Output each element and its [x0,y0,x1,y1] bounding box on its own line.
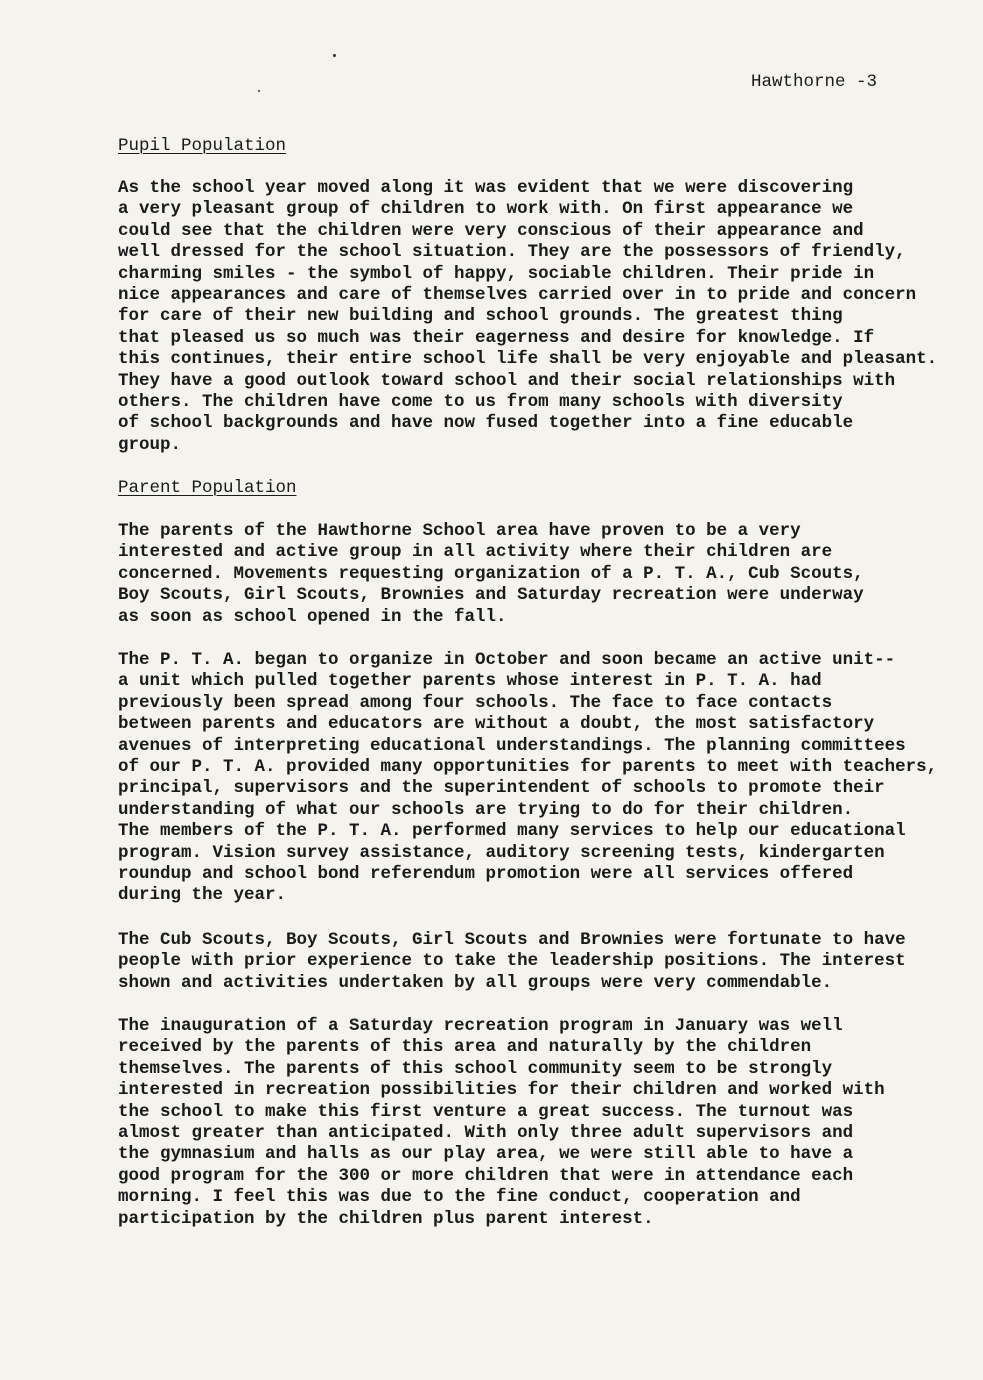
text-line: The Cub Scouts, Boy Scouts, Girl Scouts and Brownies were fortunate to have [118,930,906,950]
paper-speck [258,90,260,92]
text-line: The parents of the Hawthorne School area have proven to be a very [118,521,801,541]
paragraph [118,930,978,994]
text-line: understanding of what our schools are trying to do for their children. [118,799,854,820]
paragraph [118,178,978,456]
text-line: could see that the children were very conscious of their appearance and [118,220,864,241]
section-heading-parent-population: Parent Population [118,478,297,498]
paper-speck [333,54,336,57]
text-line: nice appearances and care of themselves carried over in to pride and concern [118,284,917,305]
text-line: of school backgrounds and have now fused together into a fine educable [118,413,854,434]
text-line: Boy Scouts, Girl Scouts, Brownies and Saturday recreation were underway [118,585,864,606]
text-line: As the school year moved along it was evident that we were discovering [118,178,854,198]
text-line: program. Vision survey assistance, auditory screening tests, kindergarten [118,842,885,863]
text-line: others. The children have come to us from many schools with diversity [118,391,843,412]
text-line: that pleased us so much was their eagerness and desire for knowledge. If [118,327,875,348]
paragraph [118,650,978,907]
text-line: concerned. Movements requesting organization of a P. T. A., Cub Scouts, [118,563,864,584]
text-line: this continues, their entire school life shall be very enjoyable and pleasant. [118,349,938,370]
text-line: principal, supervisors and the superintendent of schools to promote their [118,778,885,799]
text-line: charming smiles - the symbol of happy, sociable children. Their pride in [118,263,875,284]
text-line: received by the parents of this area and naturally by the children [118,1037,812,1058]
text-line: as soon as school opened in the fall. [118,606,507,627]
paragraph [118,521,978,628]
text-line: previously been spread among four schools. The face to face contacts [118,692,833,713]
text-line: the gymnasium and halls as our play area, we were still able to have a [118,1144,854,1165]
text-line: people with prior experience to take the leadership positions. The interest [118,951,906,972]
text-line: good program for the 300 or more children that were in attendance each [118,1165,854,1186]
text-line: The members of the P. T. A. performed many services to help our educational [118,821,906,842]
text-line: The P. T. A. began to organize in October and soon became an active unit-- [118,650,896,670]
text-line: a very pleasant group of children to work with. On first appearance we [118,199,854,220]
text-line: interested in recreation possibilities for their children and worked with [118,1080,885,1101]
text-line: themselves. The parents of this school community seem to be strongly [118,1058,833,1079]
text-line: The inauguration of a Saturday recreation program in January was well [118,1016,843,1036]
text-line: during the year. [118,885,287,906]
text-line: interested and active group in all activity where their children are [118,542,833,563]
text-line: a unit which pulled together parents whose interest in P. T. A. had [118,671,822,692]
paragraph [118,1016,978,1230]
text-line: shown and activities undertaken by all groups were very commendable. [118,972,833,993]
text-line: for care of their new building and school grounds. The greatest thing [118,306,843,327]
text-line: almost greater than anticipated. With only three adult supervisors and [118,1122,854,1143]
page-header: Hawthorne -3 [750,72,877,92]
text-line: group. [118,434,182,455]
text-line: participation by the children plus parent interest. [118,1208,654,1229]
text-line: the school to make this first venture a great success. The turnout was [118,1101,854,1122]
text-line: roundup and school bond referendum promotion were all services offered [118,863,854,884]
text-line: of our P. T. A. provided many opportunities for parents to meet with teachers, [118,756,938,777]
text-line: avenues of interpreting educational understandings. The planning committees [118,735,906,756]
text-line: morning. I feel this was due to the fine conduct, cooperation and [118,1187,801,1208]
text-line: well dressed for the school situation. They are the possessors of friendly, [118,242,906,263]
text-line: between parents and educators are without a doubt, the most satisfactory [118,714,875,735]
section-heading-pupil-population: Pupil Population [118,136,287,156]
text-line: They have a good outlook toward school and their social relationships with [118,370,896,391]
